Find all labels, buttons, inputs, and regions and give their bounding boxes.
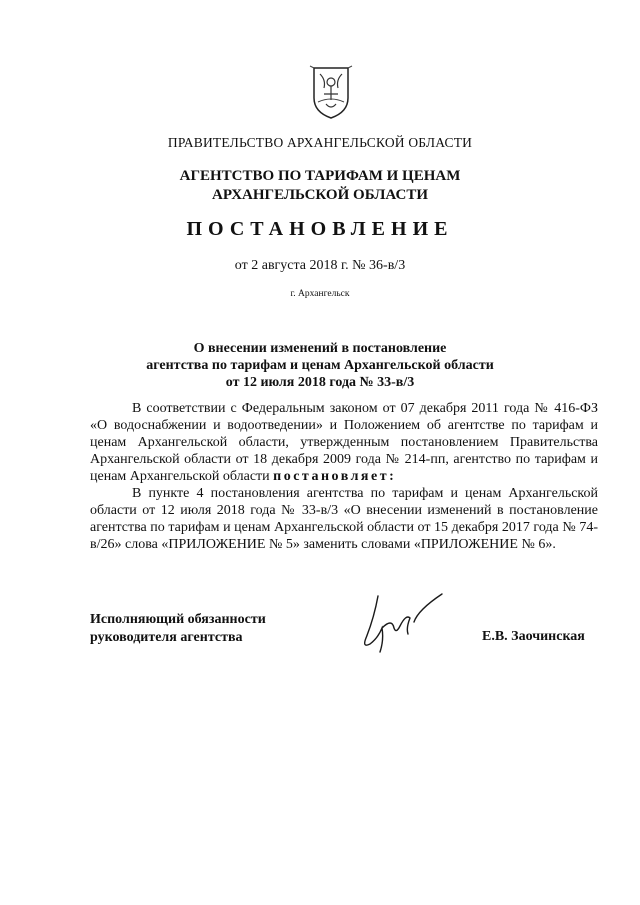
resolution-keyword: постановляет:: [273, 469, 397, 484]
document-body: [90, 400, 598, 553]
document-type-title: ПОСТАНОВЛЕНИЕ: [186, 218, 454, 240]
handwritten-signature-icon: [348, 588, 448, 660]
subject-line-1: О внесении изменений в постановление: [193, 341, 447, 356]
subject-line-3: от 12 июля 2018 года № 33-в/3: [225, 375, 415, 390]
government-heading: ПРАВИТЕЛЬСТВО АРХАНГЕЛЬСКОЙ ОБЛАСТИ: [167, 135, 473, 150]
subject-line-2: агентства по тарифам и ценам Архангельской области: [146, 358, 494, 373]
agency-heading: [0, 167, 640, 205]
agency-heading-line-2: АРХАНГЕЛЬСКОЙ ОБЛАСТИ: [212, 187, 428, 203]
date-number: от 2 августа 2018 г. № 36-в/3: [234, 258, 406, 273]
position-line-1: Исполняющий обязанности: [90, 612, 266, 627]
paragraph-1-text: В соответствии с Федеральным законом от 07 декабря 2011 года № 416-ФЗ «О водоснабжении и водоотведении» и Положением об агентстве по тарифам и ценам Архангельской области, утвержденным постановлением Правительства Архангельской области от 18 декабря 2009 года № 214-пп, агентство по тарифам и ценам Архангельской области: [90, 401, 598, 484]
signatory-position: [90, 611, 266, 647]
agency-heading-line-1: АГЕНТСТВО ПО ТАРИФАМ И ЦЕНАМ: [179, 168, 461, 184]
signatory-name: Е.В. Заочинская: [482, 629, 585, 644]
coat-of-arms-icon: [296, 58, 366, 122]
city-line: г. Архангельск: [290, 289, 350, 299]
body-paragraph-1: [90, 400, 598, 485]
position-line-2: руководителя агентства: [90, 630, 243, 645]
body-paragraph-2: В пункте 4 постановления агентства по тарифам и ценам Архангельской области от 12 июля 2018 года № 33-в/3 «О внесении изменений в постановление агентства по тарифам и ценам Архангельской области от 15 декабря 2017 года № 74-в/26» слова «ПРИЛОЖЕНИЕ № 5» заменить словами «ПРИЛОЖЕНИЕ № 6».: [90, 486, 598, 552]
document-subject: [0, 340, 640, 391]
